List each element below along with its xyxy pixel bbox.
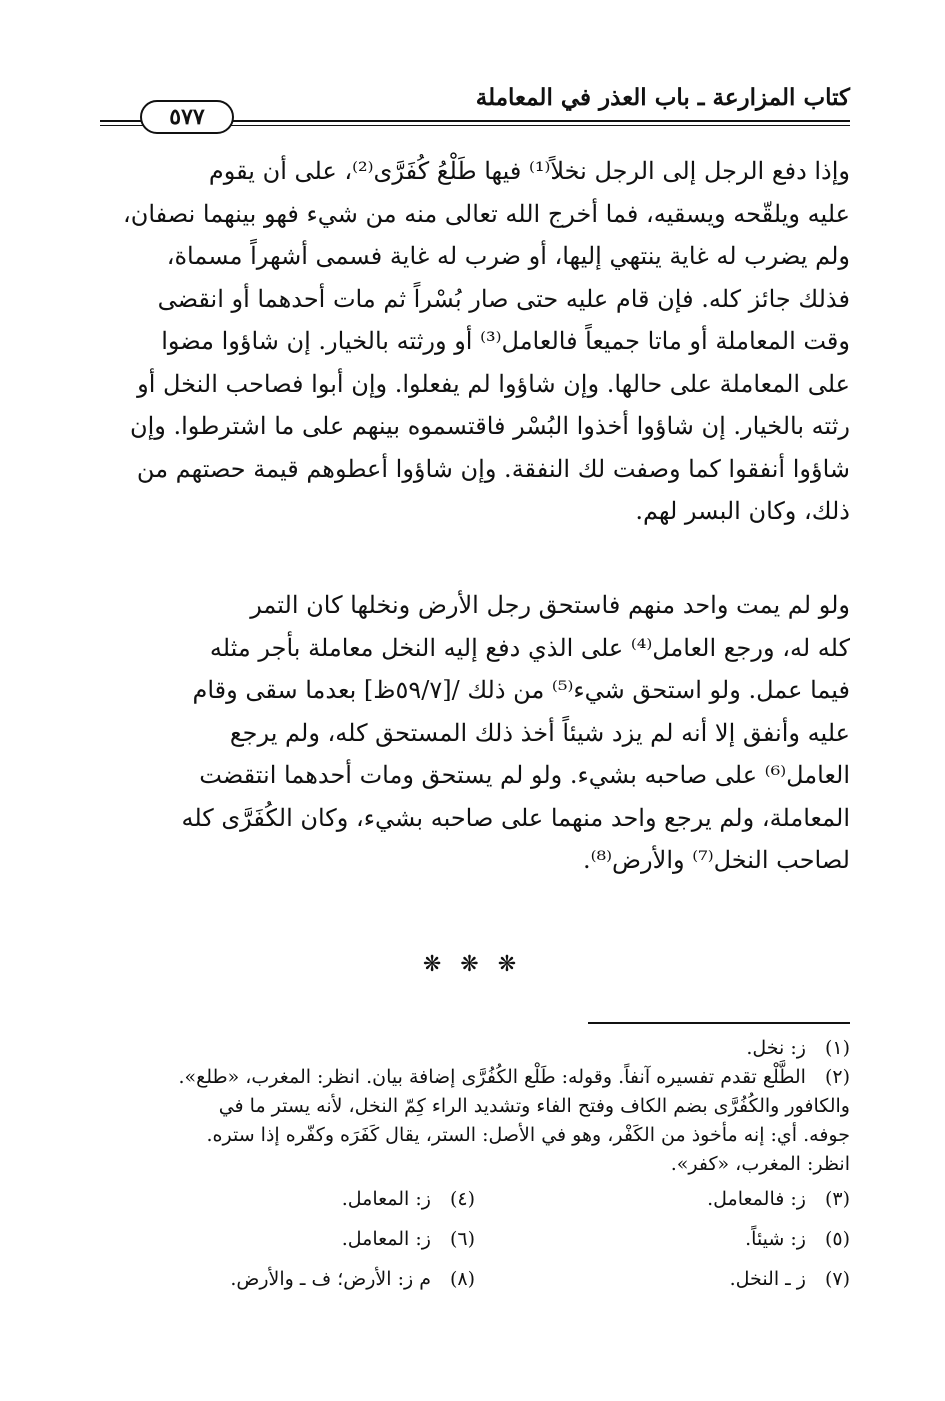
footnote-2-continuation: جوفه. أي: إنه مأخوذ من الكَفْر، وهو في الأصل: الستر، يقال كَفَرَه وكفّره إذا ستره. (206, 1124, 850, 1146)
text-line: وإذا دفع الرجل إلى الرجل نخلاً⁽¹⁾ فيها طَلْعُ كُفَرَّى⁽²⁾، على أن يقوم (208, 157, 850, 185)
page-header (100, 82, 850, 130)
footnote-number: (١) (824, 1037, 850, 1059)
text-line: وقت المعاملة أو ماتا جميعاً فالعامل⁽³⁾ أو ورثته بالخيار. إن شاؤوا مضوا (161, 327, 850, 355)
footnote-text: ز: شيئاً. (745, 1227, 806, 1250)
text-line: ولم يضرب له غاية ينتهي إليها، أو ضرب له غاية فسمى أشهراً مسماة، (166, 242, 850, 270)
footnote-text: ز ـ النخل. (729, 1267, 806, 1290)
footnote-2-continuation: انظر: المغرب، «كفر». (670, 1153, 850, 1175)
footnote-text: ز: المعامل. (341, 1227, 431, 1250)
footnote-2 (100, 1063, 850, 1092)
footnote-number: (٥) (824, 1227, 850, 1250)
footnote-number: (٢) (824, 1066, 850, 1088)
text-line: لصاحب النخل⁽⁷⁾ والأرض⁽⁸⁾. (582, 846, 850, 874)
footnote-row (100, 1259, 850, 1299)
footnote-2-continuation: والكافور والكُفُرَّى بضم الكاف وفتح الفاء وتشديد الراء كِمّ النخل، لأنه يستر ما في (218, 1095, 850, 1117)
footnote-7 (475, 1265, 850, 1294)
section-separator: ❋ ❋ ❋ (422, 952, 523, 977)
footnote-1 (100, 1034, 850, 1063)
footnote-4 (100, 1185, 475, 1214)
footnote-text: ز: نخل. (746, 1037, 806, 1059)
text-line: المعاملة، ولم يرجع واحد منهما على صاحبه بشيء، وكان الكُفَرَّى كله (181, 803, 850, 832)
footnote-number: (٨) (449, 1267, 475, 1290)
footnote-row (100, 1219, 850, 1259)
footnote-8 (100, 1265, 475, 1294)
footnote-number: (٣) (824, 1187, 850, 1210)
footnote-text: ز: فالمعامل. (707, 1187, 806, 1210)
footnote-3 (475, 1185, 850, 1214)
footnote-5 (475, 1225, 850, 1254)
text-line: فيما عمل. ولو استحق شيء⁽⁵⁾ من ذلك /[٥٩/٧ظ] بعدما سقى وقام (192, 676, 850, 704)
footnote-text: م ز: الأرض؛ ف ـ والأرض. (230, 1267, 431, 1290)
text-line: على المعاملة على حالها. وإن شاؤوا لم يفعلوا. وإن أبوا فصاحب النخل أو (137, 369, 850, 398)
text-line: كله له، ورجع العامل⁽⁴⁾ على الذي دفع إليه النخل معاملة بأجر مثله (209, 633, 850, 662)
page-number: ٥٧٧ (140, 100, 234, 134)
text-line: رثته بالخيار. إن شاؤوا أخذوا البُسْر فاقتسموه بينهم على ما اشترطوا. وإن (130, 412, 850, 440)
footnote-text: الطَّلْع تقدم تفسيره آنفاً. وقوله: طَلْع الكُفُرَّى إضافة بيان. انظر: المغرب، «طلع». (178, 1066, 806, 1088)
footnotes (100, 1034, 850, 1299)
text-line: العامل⁽⁶⁾ على صاحبه بشيء. ولو لم يستحق ومات أحدهما انتقضت (199, 761, 850, 789)
text-line: شاؤوا أنفقوا كما وصفت لك النفقة. وإن شاؤوا أعطوهم قيمة حصتهم من (136, 454, 850, 483)
paragraph-1 (100, 150, 850, 533)
footnote-number: (٤) (449, 1187, 475, 1210)
text-line: ذلك، وكان البسر لهم. (635, 497, 850, 525)
footnote-number: (٧) (824, 1267, 850, 1290)
footnote-text: ز: المعامل. (341, 1187, 431, 1210)
footnote-row (100, 1179, 850, 1219)
text-line: عليه ويلقّحه ويسقيه، فما أخرج الله تعالى منه من شيء فهو بينهما نصفان، (122, 199, 850, 228)
paragraph-2 (100, 584, 850, 882)
text-line: ولو لم يمت واحد منهم فاستحق رجل الأرض ونخلها كان التمر (250, 591, 850, 619)
text-line: عليه وأنفق إلا أنه لم يزد شيئاً أخذ ذلك المستحق كله، ولم يرجع (229, 718, 850, 747)
footnote-rule (588, 1022, 850, 1024)
running-title: كتاب المزارعة ـ باب العذر في المعاملة (475, 84, 850, 111)
footnote-number: (٦) (449, 1227, 475, 1250)
text-line: فذلك جائز كله. فإن قام عليه حتى صار بُسْراً ثم مات أحدهما أو انقضى (157, 284, 850, 313)
footnote-6 (100, 1225, 475, 1254)
